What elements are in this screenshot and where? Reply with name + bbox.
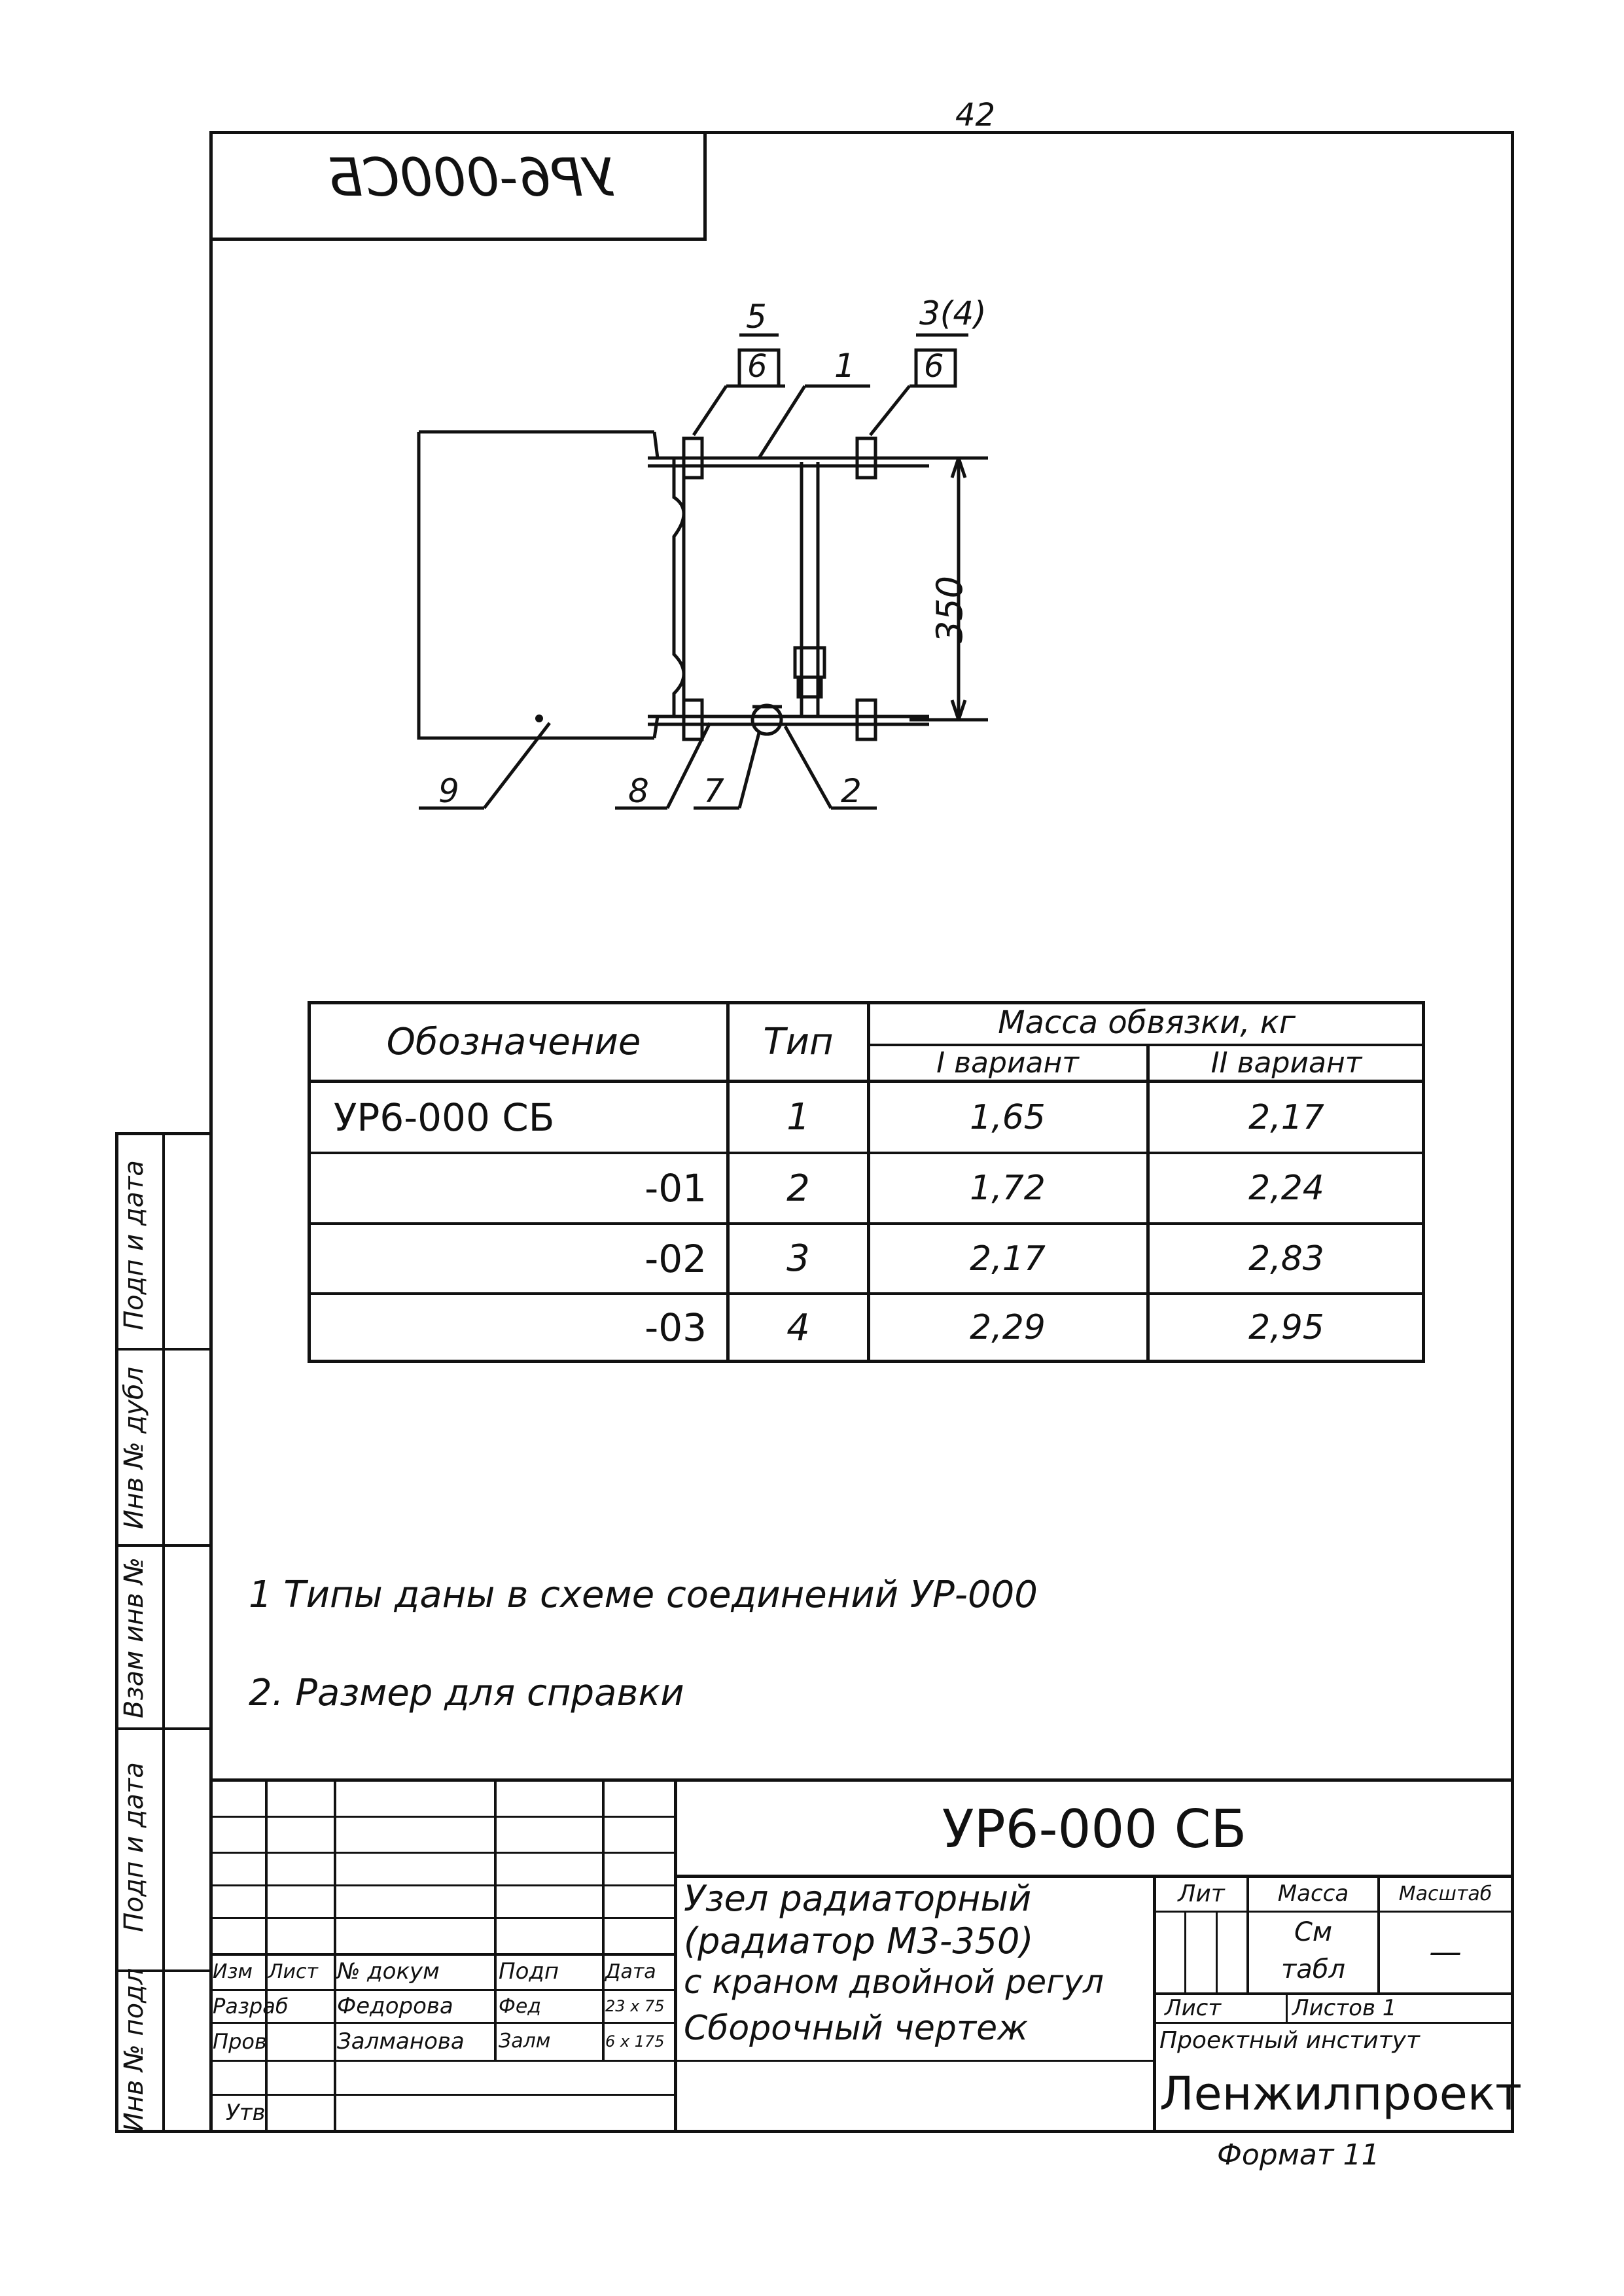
table-row-4-v2: 2,95: [1248, 1308, 1324, 1347]
developer-name: Федорова: [337, 1993, 453, 2019]
institute-name: Ленжилпроект: [1159, 2067, 1522, 2121]
table-row-2-type: 2: [786, 1167, 810, 1210]
checker-signature: Залм: [499, 2030, 551, 2053]
table-row-3-type: 3: [786, 1237, 810, 1280]
col-header-designation: Обозначение: [386, 1021, 641, 1063]
mass-label: Масса: [1277, 1881, 1349, 1907]
developer-signature: Фед: [499, 1994, 542, 2018]
side-label-orig-inv: Инв № подл: [119, 1968, 149, 2132]
col-header-variant-1: I вариант: [936, 1046, 1079, 1080]
mass-value-1: См: [1294, 1916, 1333, 1947]
institute-label: Проектный институт: [1159, 2026, 1420, 2054]
table-row-4-designation: -03: [644, 1305, 707, 1350]
side-label-sign-date-1: Подп и дата: [119, 1160, 149, 1330]
col-header-variant-2: II вариант: [1210, 1046, 1362, 1080]
table-row-1-v2: 2,17: [1248, 1097, 1324, 1137]
table-row-3-v2: 2,83: [1248, 1239, 1324, 1279]
title-block-code: УР6-000 СБ: [942, 1798, 1247, 1860]
callout-3-4: 3(4): [919, 294, 987, 332]
checker-date: 6 х 175: [605, 2032, 665, 2051]
col-date: Дата: [605, 1960, 656, 1983]
table-row-4-type: 4: [786, 1306, 810, 1349]
role-developer: Разраб: [213, 1994, 289, 2019]
title-line-4: Сборочный чертеж: [684, 2009, 1028, 2048]
mass-value-2: табл: [1280, 1954, 1346, 1985]
table-row-3-designation: -02: [644, 1236, 707, 1281]
callout-9: 9: [438, 772, 459, 810]
side-label-sign-date-2: Подп и дата: [119, 1762, 149, 1932]
table-row-2-v2: 2,24: [1248, 1169, 1324, 1208]
col-header-type: Тип: [763, 1021, 834, 1063]
title-line-2: (радиатор М3-350): [684, 1920, 1034, 1962]
callout-1: 1: [834, 347, 855, 385]
title-line-3: с краном двойной регул: [684, 1963, 1104, 2001]
side-label-replace-inv: Взам инв №: [119, 1557, 149, 1719]
callout-8: 8: [628, 772, 649, 810]
title-block-top-rule: [209, 1778, 1514, 1782]
role-approver: Утв: [226, 2100, 266, 2126]
scale-value: —: [1429, 1932, 1462, 1971]
top-stamp-text: УР6-000СБ: [327, 147, 616, 208]
table-row-2-v1: 1,72: [970, 1169, 1046, 1208]
dimension-350: 350: [929, 575, 971, 644]
callout-2: 2: [841, 772, 862, 810]
side-label-dup-inv: Инв № дубл: [119, 1366, 149, 1530]
table-row-1-type: 1: [786, 1096, 810, 1139]
title-line-1: Узел радиаторный: [684, 1878, 1032, 1919]
table-row-1-designation: УР6-000 СБ: [334, 1095, 555, 1140]
table-row-2-designation: -01: [644, 1166, 707, 1210]
scale-label: Масштаб: [1398, 1882, 1492, 1905]
callout-5: 5: [746, 298, 767, 336]
note-2: 2. Размер для справки: [249, 1672, 684, 1714]
callout-7: 7: [703, 772, 724, 810]
col-list: Лист: [268, 1960, 319, 1983]
lit-label: Лит: [1178, 1880, 1225, 1907]
col-header-mass: Масса обвязки, кг: [998, 1004, 1296, 1041]
table-row-1-v1: 1,65: [970, 1097, 1046, 1137]
format-label: Формат 11: [1217, 2138, 1380, 2172]
callout-6-left: 6: [747, 348, 768, 385]
checker-name: Залманова: [337, 2028, 465, 2055]
developer-date: 23 х 75: [605, 1997, 665, 2015]
callout-6-right: 6: [924, 348, 944, 385]
sheets-label: Листов 1: [1292, 1994, 1397, 2021]
col-doc-number: № докум: [337, 1958, 440, 1985]
role-checker: Пров: [213, 2028, 267, 2054]
col-signature: Подп: [499, 1958, 559, 1985]
page-number: 42: [955, 97, 996, 133]
note-1: 1 Типы даны в схеме соединений УР-000: [249, 1574, 1038, 1616]
sheet-label: Лист: [1165, 1994, 1222, 2021]
col-izm: Изм: [213, 1960, 253, 1983]
table-row-3-v1: 2,17: [970, 1239, 1046, 1279]
table-row-4-v1: 2,29: [970, 1308, 1046, 1347]
